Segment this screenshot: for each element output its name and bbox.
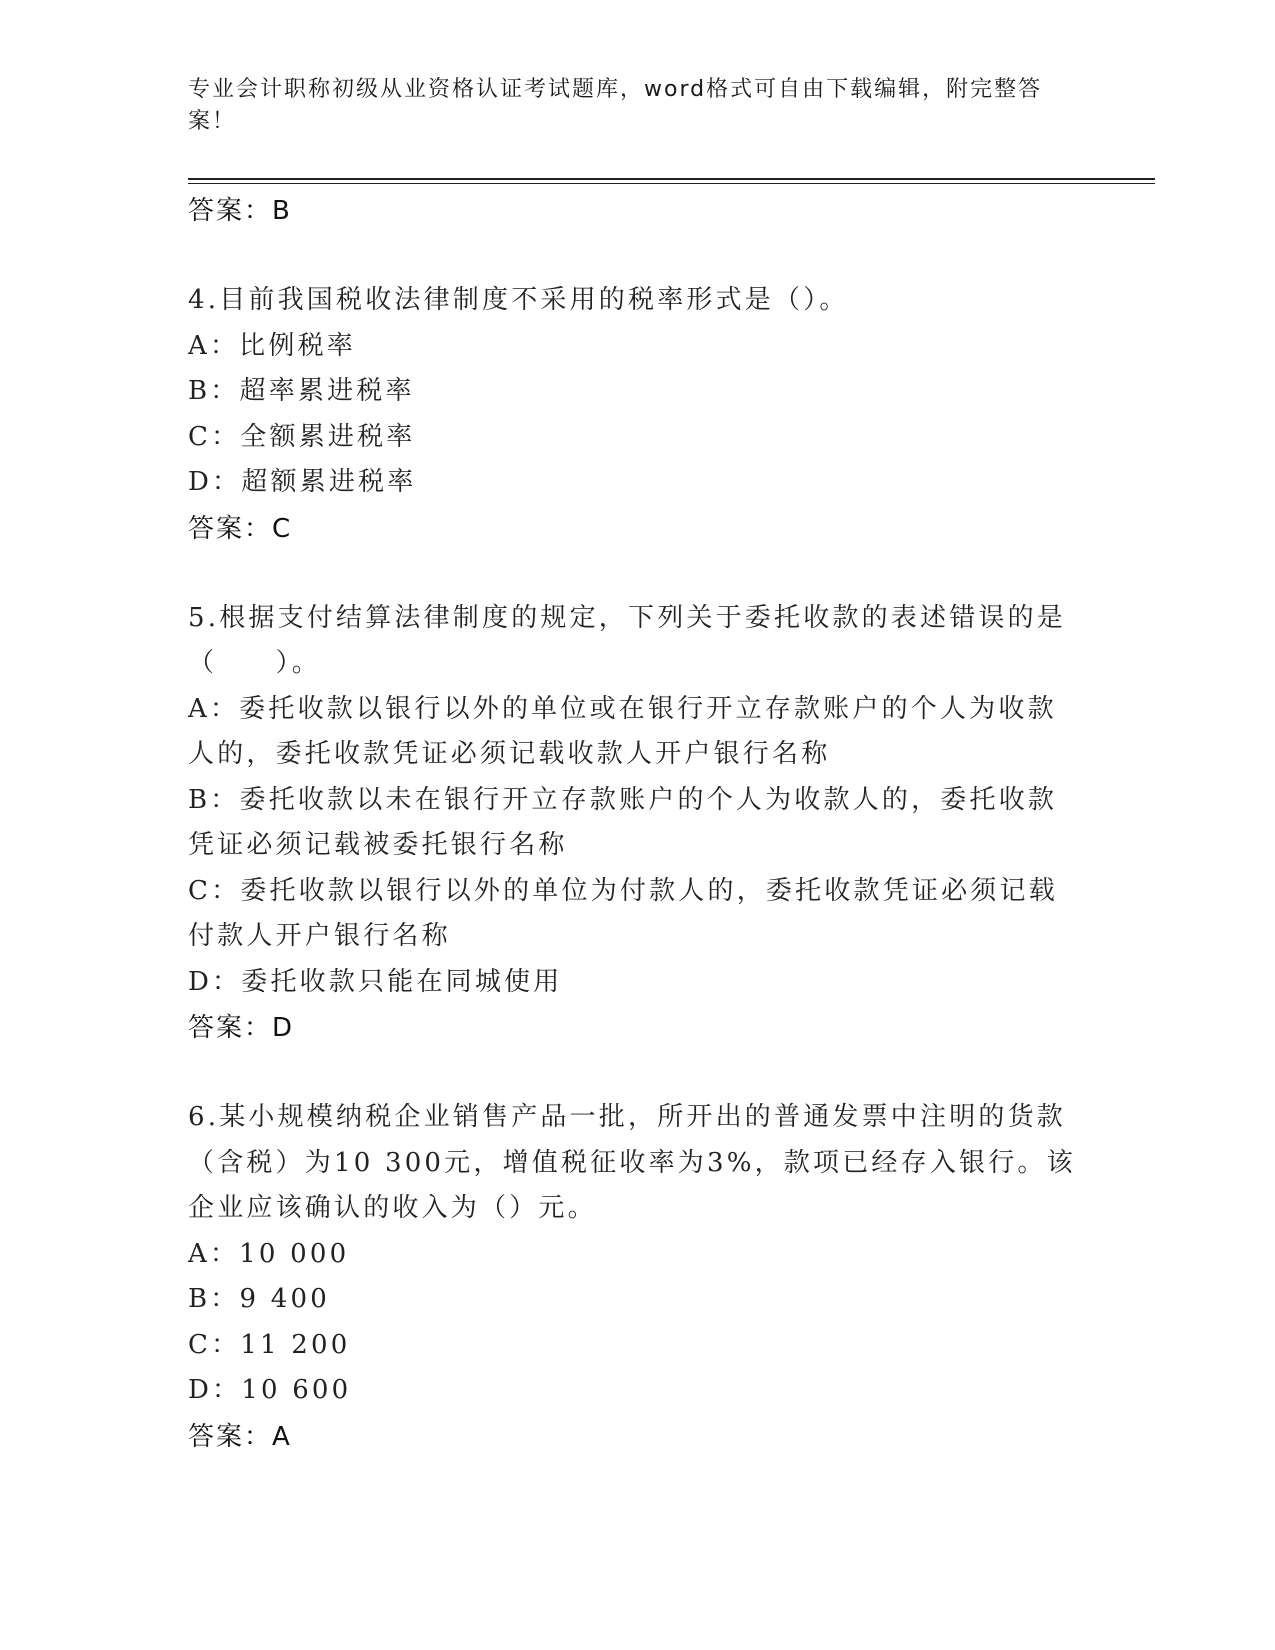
option-a: A：10 000 [188, 1238, 350, 1269]
question-4 [188, 278, 1078, 552]
answer: 答案：C [188, 513, 293, 544]
option-a: A：比例税率 [188, 330, 356, 361]
option-d: D：10 600 [188, 1375, 352, 1405]
header-rule-thin [188, 183, 1155, 184]
option-b: B：委托收款以未在银行开立存款账户的个人为收款人的，委托收款凭证必须记载被委托银行名称 [188, 784, 1058, 860]
question-stem: 6.某小规模纳税企业销售产品一批，所开出的普通发票中注明的货款（含税）为10 300元，增值税征收率为3%，款项已经存入银行。该企业应该确认的收入为（）元。 [188, 1102, 1076, 1223]
option-d: D：委托收款只能在同城使用 [188, 966, 563, 997]
option-c: C：全额累进税率 [188, 421, 416, 452]
previous-answer: 答案：B [188, 196, 292, 226]
question-list [188, 188, 1078, 1460]
option-b: B：超率累进税率 [188, 376, 415, 406]
question-6 [188, 1095, 1078, 1460]
answer: 答案：D [188, 1013, 295, 1043]
option-c: C：11 200 [188, 1329, 351, 1360]
option-c: C：委托收款以银行以外的单位为付款人的，委托收款凭证必须记载付款人开户银行名称 [188, 875, 1058, 951]
header-rule-thick [188, 178, 1155, 180]
answer: 答案：A [188, 1421, 292, 1452]
page-header [188, 74, 1068, 138]
header-text: 专业会计职称初级从业资格认证考试题库，word格式可自由下载编辑，附完整答案！ [188, 77, 1043, 134]
option-b: B：9 400 [188, 1284, 330, 1314]
question-stem: 5.根据支付结算法律制度的规定，下列关于委托收款的表述错误的是（ ）。 [188, 602, 1067, 678]
question-stem: 4.目前我国税收法律制度不采用的税率形式是（）。 [188, 285, 849, 315]
question-5 [188, 596, 1078, 1052]
option-d: D：超额累进税率 [188, 467, 417, 497]
option-a: A：委托收款以银行以外的单位或在银行开立存款账户的个人为收款人的，委托收款凭证必须记载收款人开户银行名称 [188, 693, 1057, 769]
